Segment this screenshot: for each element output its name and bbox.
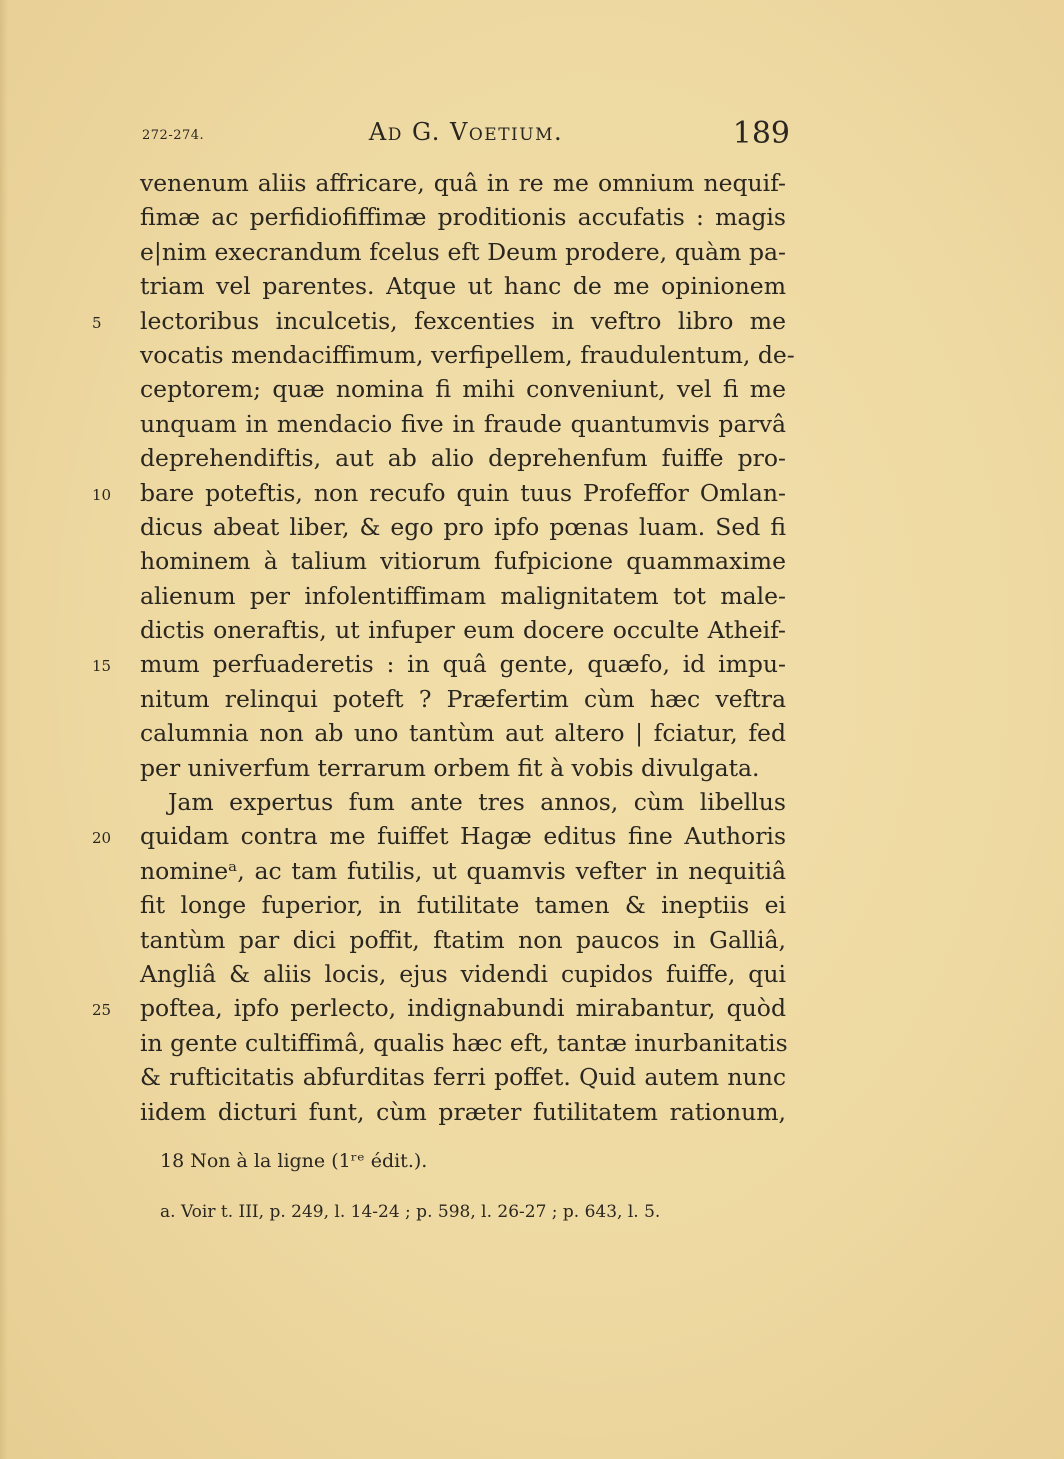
line-text: hominem à talium vitiorum fufpicione quammaxime (140, 547, 786, 576)
line-text: alienum per infolentiffimam malignitatem tot male- (140, 581, 786, 610)
line-number: 5 (92, 313, 102, 332)
text-line (0, 338, 1064, 372)
line-number: 15 (92, 657, 112, 676)
text-line (0, 613, 1064, 647)
line-text: bare poteftis, non recufo quin tuus Profeffor Omlan- (140, 478, 786, 507)
line-text: nomineᵃ, ac tam futilis, ut quamvis vefter in nequitiâ (140, 856, 786, 885)
line-text: lectoribus inculcetis, fexcenties in veftro libro me (140, 306, 786, 335)
page-number: 189 (732, 116, 790, 151)
line-text: in gente cultiffimâ, qualis hæc eft, tantæ inurbanitatis (140, 1028, 788, 1057)
line-text: vocatis mendaciffimum, verfipellem, fraudulentum, de- (140, 340, 795, 369)
line-text: tantùm par dici poffit, ftatim non paucos in Galliâ, (140, 925, 786, 954)
text-line (0, 579, 1064, 613)
line-text: calumnia non ab uno tantùm aut altero | fciatur, fed (140, 719, 786, 748)
line-number: 10 (92, 485, 112, 504)
text-line (0, 716, 1064, 750)
line-text: Jam expertus fum ante tres annos, cùm libellus (168, 788, 786, 817)
line-text: per univerfum terrarum orbem fit à vobis divulgata. (140, 753, 760, 782)
line-text: triam vel parentes. Atque ut hanc de me opinionem (140, 272, 786, 301)
body-text (0, 166, 1064, 1129)
text-line (0, 647, 1064, 681)
text-line (0, 235, 1064, 269)
text-line (0, 1060, 1064, 1094)
text-line (0, 372, 1064, 406)
text-line (0, 751, 1064, 785)
text-line (0, 923, 1064, 957)
line-text: dicus abeat liber, & ego pro ipfo pœnas luam. Sed fi (140, 512, 786, 541)
text-line (0, 544, 1064, 578)
line-text: fit longe fuperior, in futilitate tamen & ineptiis ei (140, 891, 786, 920)
text-line (0, 991, 1064, 1025)
text-line (0, 854, 1064, 888)
text-line (0, 1026, 1064, 1060)
line-text: venenum aliis affricare, quâ in re me omnium nequif- (140, 169, 786, 197)
line-text: quidam contra me fuiffet Hagæ editus fine Authoris (140, 822, 786, 851)
text-line (0, 269, 1064, 303)
footnote-reference: a. Voir t. III, p. 249, l. 14-24 ; p. 598, l. 26-27 ; p. 643, l. 5. (160, 1202, 661, 1222)
line-number: 25 (92, 1001, 112, 1020)
line-number: 20 (92, 829, 112, 848)
text-line (0, 1095, 1064, 1129)
text-line (0, 304, 1064, 338)
text-line (0, 166, 1064, 200)
line-text: & rufticitatis abfurditas ferri poffet. Quid autem nunc (140, 1063, 786, 1092)
line-text: unquam in mendacio five in fraude quantumvis parvâ (140, 409, 786, 438)
text-line (0, 819, 1064, 853)
text-line (0, 510, 1064, 544)
running-title: Ad G. Voetium. (368, 118, 564, 146)
text-line (0, 441, 1064, 475)
running-head (142, 118, 790, 154)
line-text: mum perfuaderetis : in quâ gente, quæfo, id impu- (140, 650, 786, 679)
line-text: deprehendiftis, aut ab alio deprehenfum fuiffe pro- (140, 444, 786, 473)
line-text: ceptorem; quæ nomina fi mihi conveniunt, vel fi me (140, 375, 786, 404)
footnote-variant: 18 Non à la ligne (1ʳᵉ édit.). (160, 1150, 428, 1172)
line-text: e|nim execrandum fcelus eft Deum prodere, quàm pa- (140, 237, 786, 266)
line-text: dictis oneraftis, ut infuper eum docere occulte Atheif- (140, 616, 786, 645)
text-line (0, 476, 1064, 510)
text-line (0, 785, 1064, 819)
folio-range: 272-274. (142, 128, 205, 143)
text-line (0, 682, 1064, 716)
line-text: poftea, ipfo perlecto, indignabundi mirabantur, quòd (140, 994, 786, 1023)
text-line (0, 888, 1064, 922)
line-text: nitum relinqui poteft ? Præfertim cùm hæc veftra (140, 684, 786, 713)
line-text: fimæ ac perfidiofiffimæ proditionis accufatis : magis (140, 203, 786, 232)
text-line (0, 957, 1064, 991)
line-text: Angliâ & aliis locis, ejus videndi cupidos fuiffe, qui (140, 959, 786, 988)
text-line (0, 407, 1064, 441)
line-text: iidem dicturi funt, cùm præter futilitatem rationum, (140, 1097, 786, 1126)
text-line (0, 200, 1064, 234)
